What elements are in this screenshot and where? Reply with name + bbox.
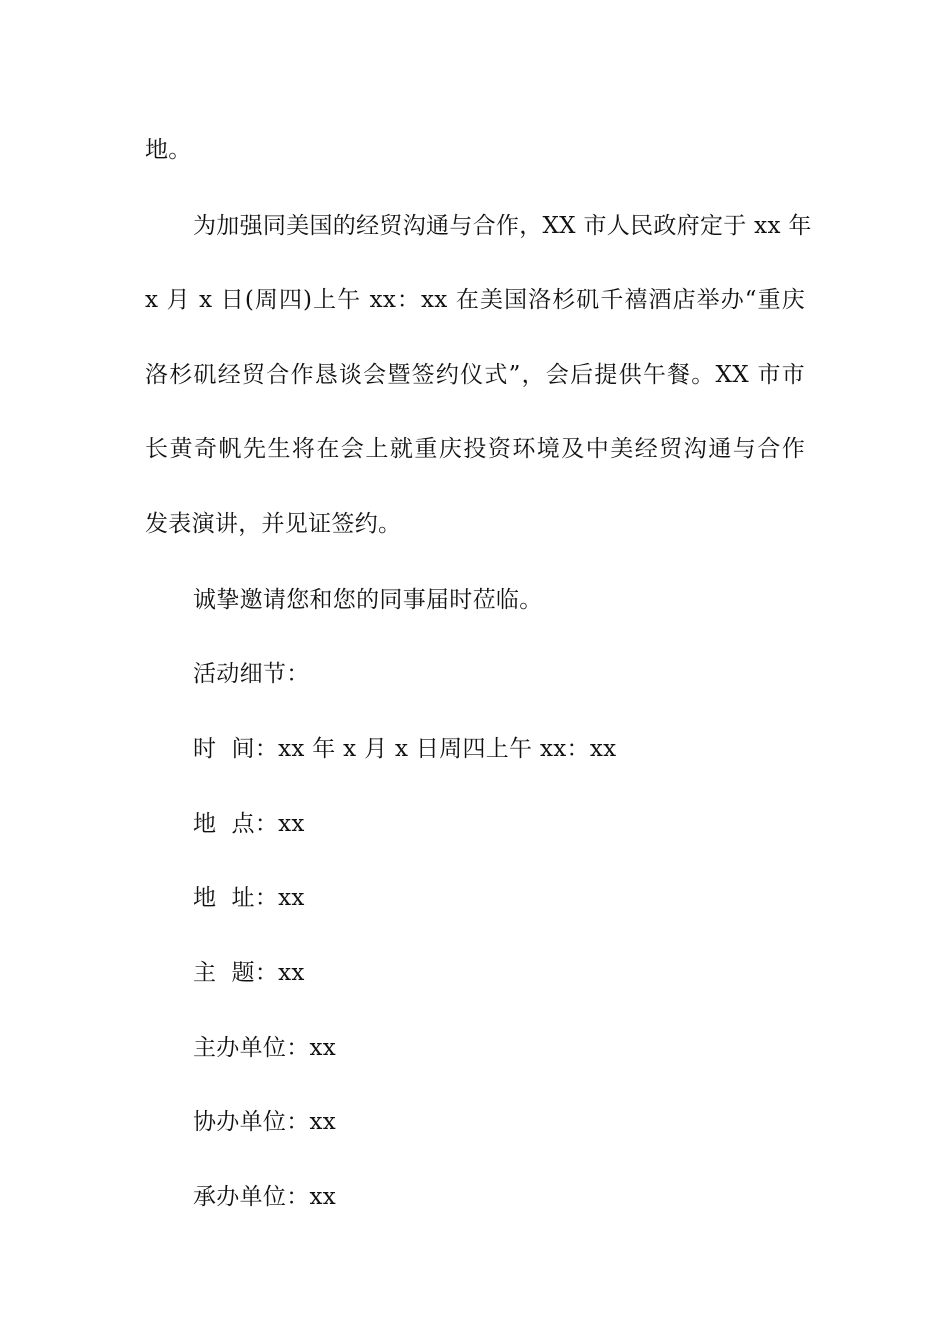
details-heading: 活动细节：: [193, 661, 310, 687]
detail-organizer: 承办单位：xx: [193, 1184, 337, 1210]
intro-line-2: x 月 x 日(周四)上午 xx：xx 在美国洛杉矶千禧酒店举办“重庆: [145, 287, 805, 313]
intro-line-3: 洛杉矶经贸合作恳谈会暨签约仪式”，会后提供午餐。XX 市市: [145, 362, 805, 388]
detail-address: 地 址：xx: [193, 885, 305, 911]
intro-line-1: 为加强同美国的经贸沟通与合作，XX 市人民政府定于 xx 年: [193, 213, 812, 239]
intro-line-4: 长黄奇帆先生将在会上就重庆投资环境及中美经贸沟通与合作: [145, 436, 805, 462]
detail-theme: 主 题：xx: [193, 960, 305, 986]
detail-time: 时 间：xx 年 x 月 x 日周四上午 xx：xx: [193, 736, 617, 762]
detail-venue: 地 点：xx: [193, 811, 305, 837]
intro-line-5: 发表演讲，并见证签约。: [145, 511, 402, 537]
invitation-line: 诚挚邀请您和您的同事届时莅临。: [193, 587, 543, 613]
detail-host: 主办单位：xx: [193, 1035, 337, 1061]
paragraph-end-line: 地。: [145, 137, 192, 163]
detail-co-host: 协办单位：xx: [193, 1109, 337, 1135]
